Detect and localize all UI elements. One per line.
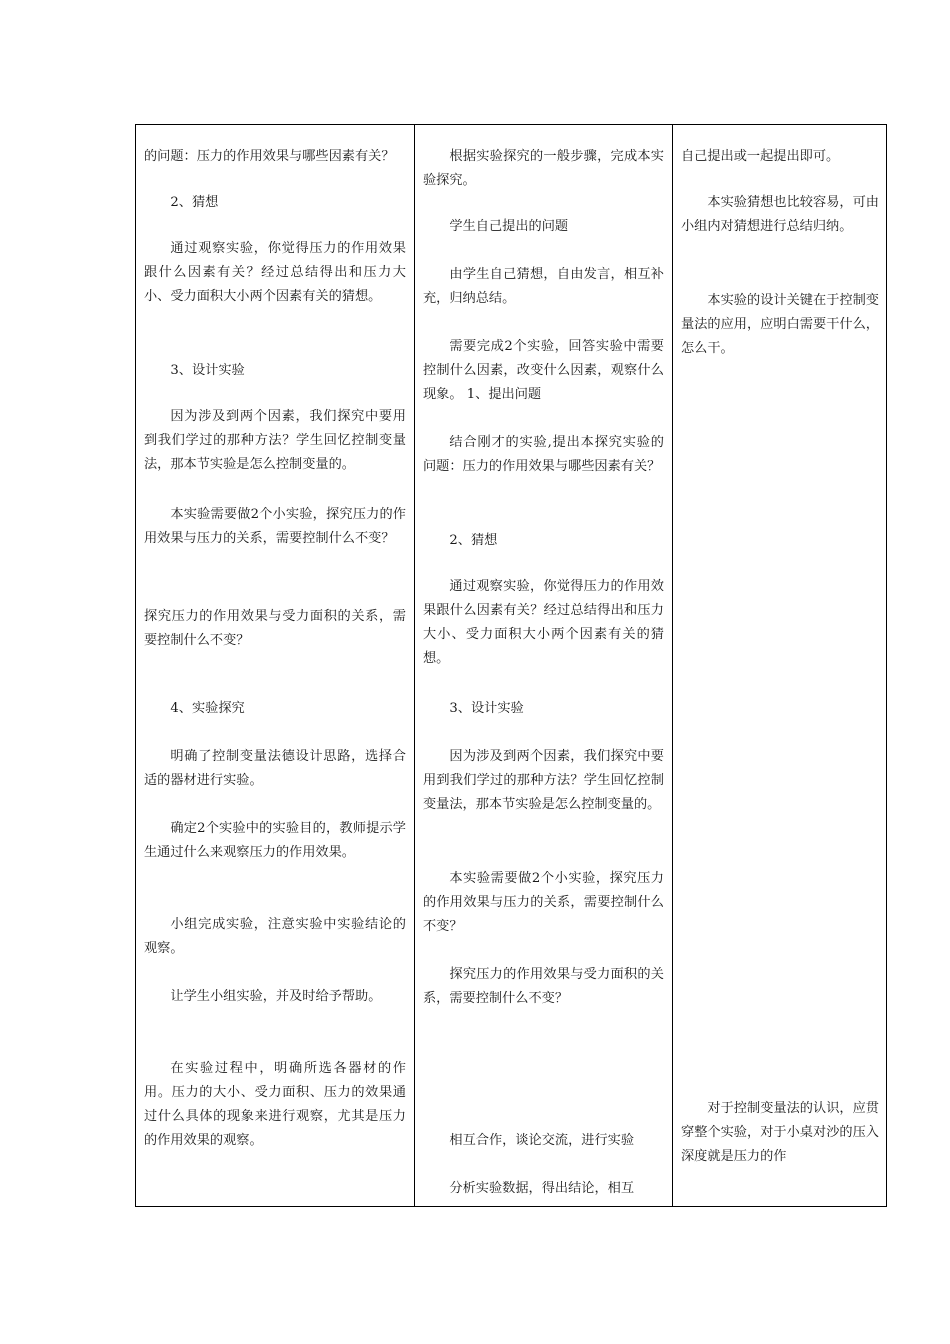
paragraph: 明确了控制变量法德设计思路，选择合适的器材进行实验。 <box>144 749 406 788</box>
paragraph: 本实验猜想也比较容易，可由小组内对猜想进行总结归纳。 <box>681 195 879 234</box>
paragraph: 因为涉及到两个因素，我们探究中要用到我们学过的那种方法？学生回忆控制变量法，那本节实验是怎么控制变量的。 <box>423 749 664 812</box>
section-heading: 2、猜想 <box>170 195 219 210</box>
paragraph: 确定2个实验中的实验目的，教师提示学生通过什么来观察压力的作用效果。 <box>144 821 406 860</box>
paragraph: 本实验需要做2个小实验，探究压力的作用效果与压力的关系，需要控制什么不变？ <box>423 871 664 934</box>
paragraph: 在实验过程中，明确所选各器材的作用。压力的大小、受力面积、压力的效果通过什么具体的现象来进行观察，尤其是压力的作用效果的观察。 <box>144 1061 406 1148</box>
paragraph: 对于控制变量法的认识，应贯穿整个实验，对于小桌对沙的压入深度就是压力的作 <box>681 1101 879 1164</box>
paragraph: 小组完成实验，注意实验中实验结论的观察。 <box>144 917 406 956</box>
section-heading: 3、设计实验 <box>449 701 524 716</box>
paragraph: 让学生小组实验，并及时给予帮助。 <box>170 989 382 1004</box>
paragraph: 由学生自己猜想，自由发言，相互补充，归纳总结。 <box>423 267 664 306</box>
paragraph: 结合刚才的实验,提出本探究实验的问题：压力的作用效果与哪些因素有关？ <box>423 435 664 474</box>
paragraph: 根据实验探究的一般步骤，完成本实验探究。 <box>423 149 664 188</box>
student-activity-column <box>415 125 673 1206</box>
teacher-activity-column <box>136 125 415 1206</box>
paragraph: 需要完成2个实验，回答实验中需要控制什么因素，改变什么因素，观察什么现象。 1、提出问题 <box>423 339 664 402</box>
paragraph: 学生自己提出的问题 <box>449 219 569 234</box>
paragraph: 因为涉及到两个因素，我们探究中要用到我们学过的那种方法？学生回忆控制变量法，那本节实验是怎么控制变量的。 <box>144 409 406 472</box>
section-heading: 2、猜想 <box>449 533 498 548</box>
paragraph: 相互合作，谈论交流，进行实验 <box>449 1133 635 1148</box>
paragraph: 分析实验数据，得出结论，相互 <box>449 1181 635 1196</box>
paragraph: 自己提出或一起提出即可。 <box>681 149 840 164</box>
lesson-plan-table <box>135 124 887 1207</box>
paragraph: 通过观察实验，你觉得压力的作用效果跟什么因素有关？经过总结得出和压力大小、受力面积大小两个因素有关的猜想。 <box>423 579 664 666</box>
paragraph: 的问题：压力的作用效果与哪些因素有关？ <box>144 149 395 164</box>
section-heading: 3、设计实验 <box>170 363 245 378</box>
design-intent-column <box>673 125 887 1206</box>
paragraph: 本实验的设计关键在于控制变量法的应用，应明白需要干什么，怎么干。 <box>681 293 879 356</box>
paragraph: 探究压力的作用效果与受力面积的关系，需要控制什么不变？ <box>423 967 664 1006</box>
paragraph: 本实验需要做2个小实验，探究压力的作用效果与压力的关系，需要控制什么不变？ <box>144 507 406 546</box>
section-heading: 4、实验探究 <box>170 701 245 716</box>
paragraph: 通过观察实验，你觉得压力的作用效果跟什么因素有关？经过总结得出和压力大小、受力面积大小两个因素有关的猜想。 <box>144 241 406 304</box>
paragraph: 探究压力的作用效果与受力面积的关系，需要控制什么不变？ <box>144 609 406 648</box>
